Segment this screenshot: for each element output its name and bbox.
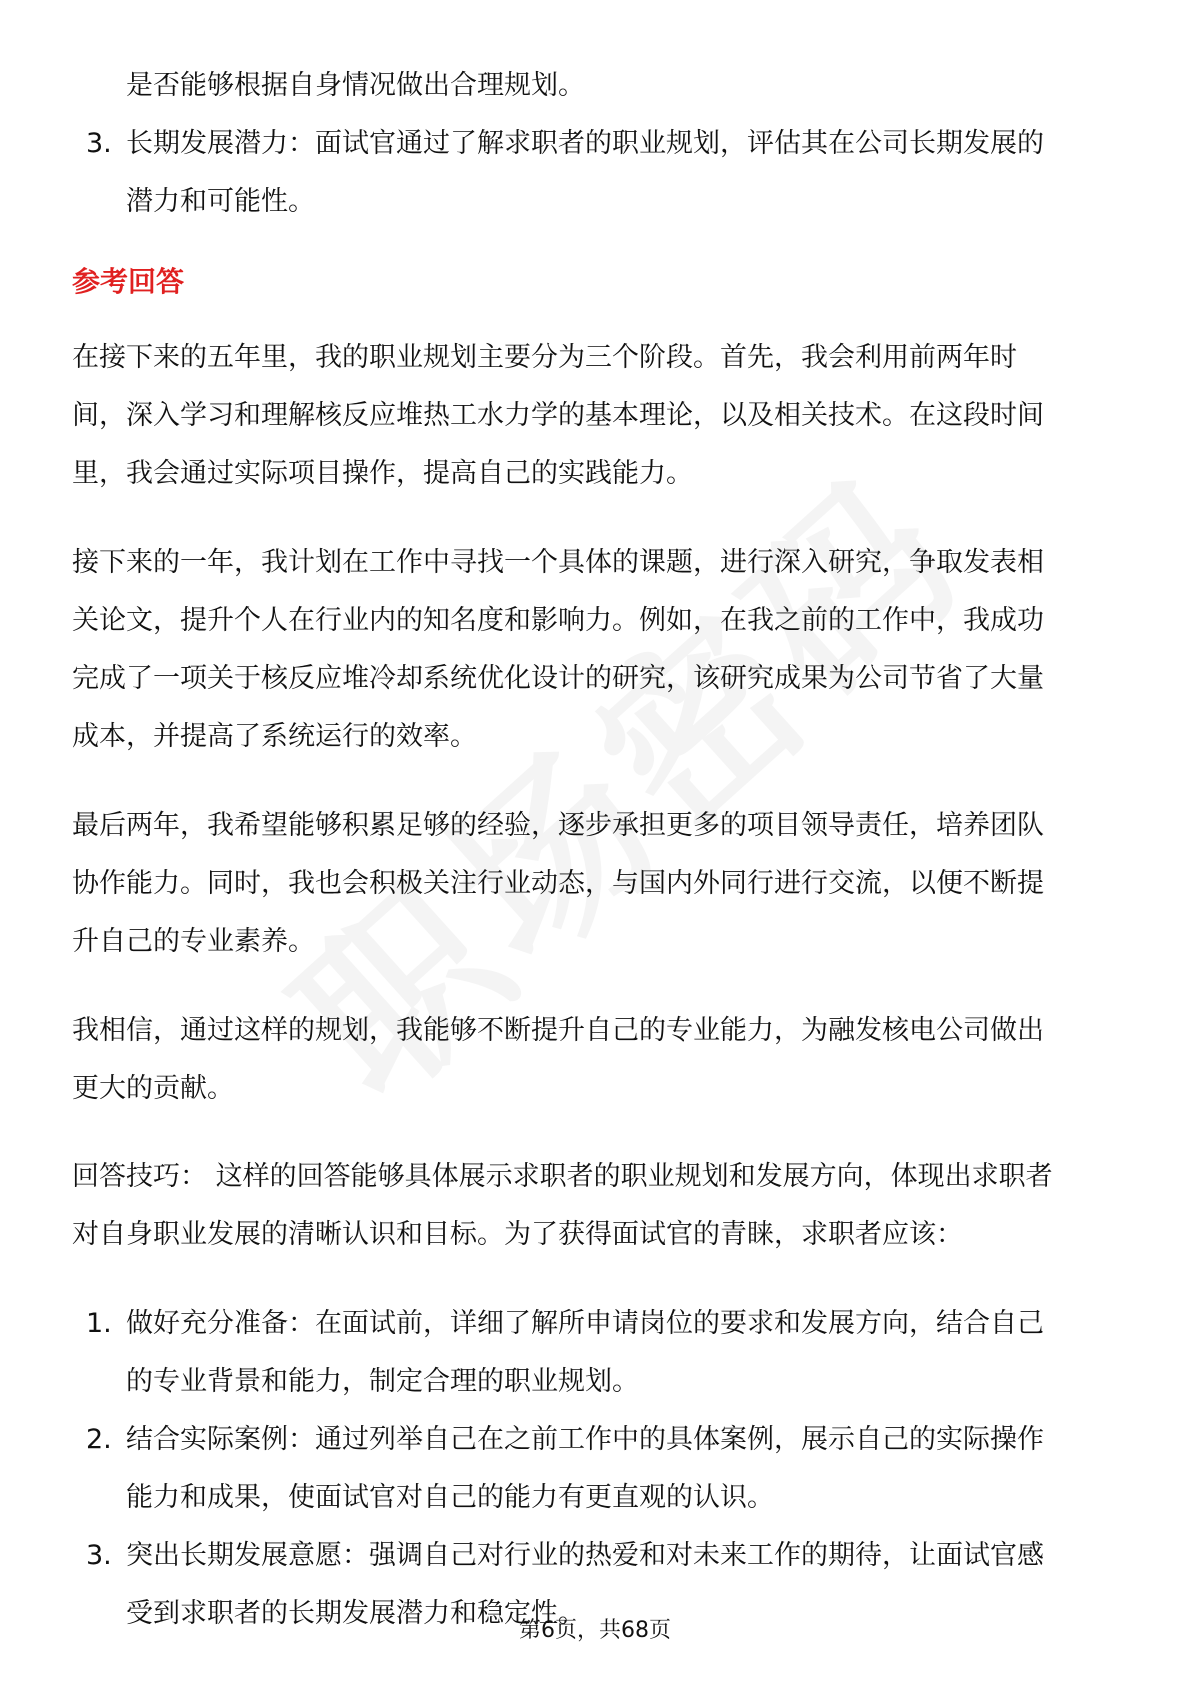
list-item-text: 受到求职者的长期发展潜力和稳定性。 [126,1598,585,1629]
paragraph-line: 协作能力。同时，我也会积极关注行业动态，与国内外同行进行交流，以便不断提 [72,868,1044,899]
list-number: 1. [86,1308,112,1339]
list-item-text: 潜力和可能性。 [126,186,315,217]
paragraph-line: 关论文，提升个人在行业内的知名度和影响力。例如，在我之前的工作中，我成功 [72,605,1044,636]
list-item-text: 突出长期发展意愿：强调自己对行业的热爱和对未来工作的期待，让面试官感 [126,1540,1044,1571]
paragraph-line: 里，我会通过实际项目操作，提高自己的实践能力。 [72,458,693,489]
paragraph-line: 接下来的一年，我计划在工作中寻找一个具体的课题，进行深入研究，争取发表相 [72,547,1044,578]
list-item-text: 做好充分准备：在面试前，详细了解所申请岗位的要求和发展方向，结合自己 [126,1308,1044,1339]
paragraph-line: 在接下来的五年里，我的职业规划主要分为三个阶段。首先，我会利用前两年时 [72,342,1017,373]
paragraph-line: 更大的贡献。 [72,1073,234,1104]
paragraph-line: 完成了一项关于核反应堆冷却系统优化设计的研究，该研究成果为公司节省了大量 [72,663,1044,694]
list-item-text: 能力和成果，使面试官对自己的能力有更直观的认识。 [126,1482,774,1513]
page-number-footer: 第6页，共68页 [519,1618,671,1643]
list-number: 3. [86,1540,112,1571]
list-number: 3. [86,128,112,159]
list-item-text: 的专业背景和能力，制定合理的职业规划。 [126,1366,639,1397]
section-title: 参考回答 [72,265,185,298]
list-item-text: 长期发展潜力：面试官通过了解求职者的职业规划，评估其在公司长期发展的 [126,128,1044,159]
watermark [194,374,1046,1179]
list-item-text: 结合实际案例：通过列举自己在之前工作中的具体案例，展示自己的实际操作 [126,1424,1044,1455]
list-item-continuation: 是否能够根据自身情况做出合理规划。 [126,70,585,101]
tips-intro-line: 回答技巧： 这样的回答能够具体展示求职者的职业规划和发展方向，体现出求职者 [72,1161,1053,1192]
paragraph-line: 成本，并提高了系统运行的效率。 [72,721,477,752]
paragraph-line: 升自己的专业素养。 [72,926,315,957]
tips-intro-line: 对自身职业发展的清晰认识和目标。为了获得面试官的青睐，求职者应该： [72,1219,963,1250]
list-number: 2. [86,1424,112,1455]
paragraph-line: 我相信，通过这样的规划，我能够不断提升自己的专业能力，为融发核电公司做出 [72,1015,1044,1046]
paragraph-line: 最后两年，我希望能够积累足够的经验，逐步承担更多的项目领导责任，培养团队 [72,810,1044,841]
paragraph-line: 间，深入学习和理解核反应堆热工水力学的基本理论，以及相关技术。在这段时间 [72,400,1044,431]
